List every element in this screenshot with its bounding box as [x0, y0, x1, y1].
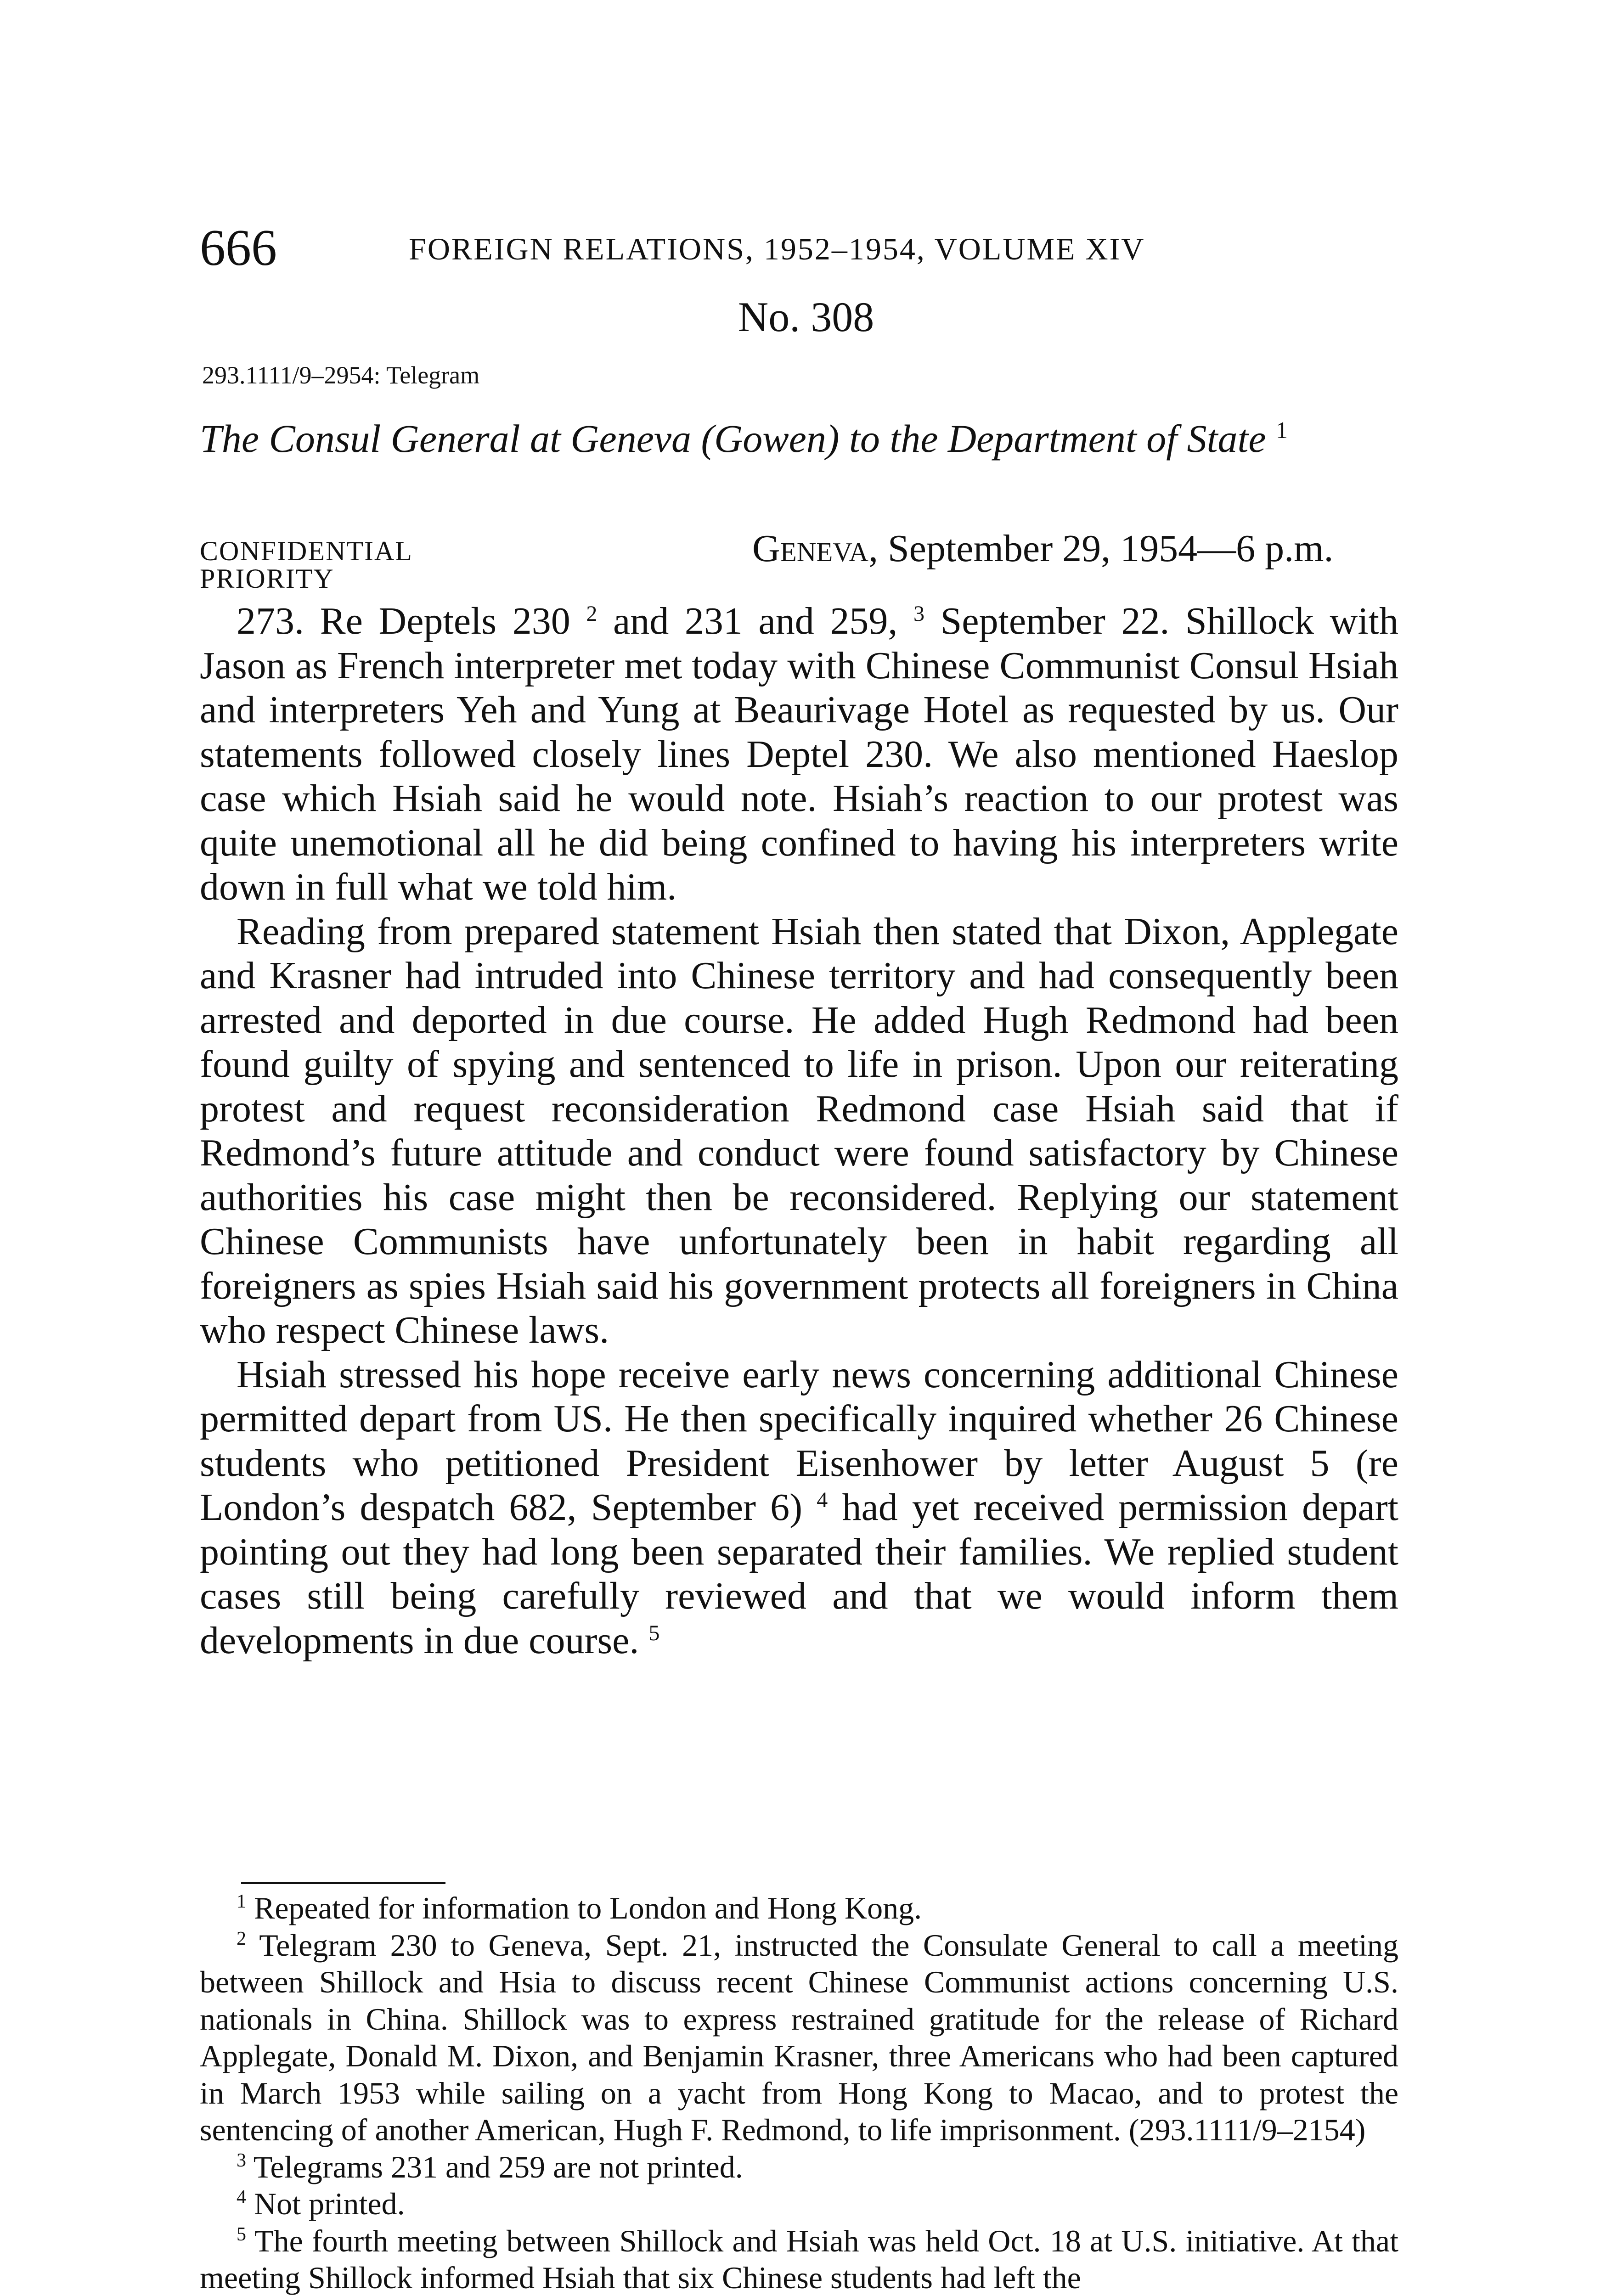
paragraph-text: Hsiah stressed his hope receive early news concerning additional Chinese permitted depart from US. He then specifically inquired whether 26 Chinese students who petitioned President Eisenhower by letter August 5 (re London’s despatch 682, September 6) [200, 1353, 1398, 1529]
dateline-date: , September 29, 1954—6 p.m. [868, 527, 1334, 570]
footnote [200, 2185, 1398, 2223]
priority: PRIORITY [200, 563, 334, 594]
footnote-mark: 3 [237, 2150, 246, 2171]
footnote [200, 2223, 1398, 2296]
footnotes [200, 1890, 1398, 2296]
document-title-text: The Consul General at Geneva (Gowen) to the Department of State [200, 416, 1266, 461]
paragraph-text: had yet received permission depart pointing out they had long been separated their families. We replied student cases still being carefully reviewed and that we would inform them developments in due course. [200, 1486, 1398, 1662]
paragraph [200, 1353, 1398, 1663]
running-head [200, 216, 1394, 280]
footnote-mark: 1 [237, 1891, 246, 1912]
footnote-text: Telegram 230 to Geneva, Sept. 21, instructed the Consulate General to call a meeting between Shillock and Hsia to discuss recent Chinese Communist actions concerning U.S. nationals in China. Shillock was to express restrained gratitude for the release of Richard Applegate, Donald M. Dixon, and Benjamin Krasner, three Americans who had been captured in March 1953 while sailing on a yacht from Hong Kong to Macao, and to protest the sentencing of another American, Hugh F. Redmond, to life imprisonment. (293.1111/9–2154) [200, 1927, 1398, 2147]
footnote-text: Telegrams 231 and 259 are not printed. [246, 2149, 743, 2184]
document-number: No. 308 [738, 293, 874, 340]
source-note: 293.1111/9–2954: Telegram [202, 361, 480, 389]
footnote [200, 1927, 1398, 2149]
footnote-text: The fourth meeting between Shillock and Hsiah was held Oct. 18 at U.S. initiative. At that meeting Shillock informed Hsiah that six Chinese students had left the [200, 2223, 1398, 2295]
paragraph-text: September 22. Shillock with Jason as French interpreter met today with Chinese Communist Consul Hsiah and interpreters Yeh and Yung at Beaurivage Hotel as requested by us. Our statements followed closely lines Deptel 230. We also mentioned Haeslop case which Hsiah said he would note. Hsiah’s reaction to our protest was quite unemotional all he did being confined to having his interpreters write down in full what we told him. [200, 600, 1398, 908]
paragraph [200, 599, 1398, 910]
footnote [200, 2149, 1398, 2186]
footnote-ref[interactable]: 1 [1276, 417, 1288, 444]
running-title: FOREIGN RELATIONS, 1952–1954, VOLUME XIV [409, 231, 1145, 266]
telegram-body [200, 599, 1398, 1663]
footnote-ref[interactable]: 5 [648, 1621, 660, 1645]
document-title [200, 411, 1412, 466]
footnote-ref[interactable]: 3 [913, 602, 924, 626]
footnote-divider [241, 1882, 445, 1884]
footnote-ref[interactable]: 4 [817, 1488, 828, 1512]
footnote [200, 1890, 1398, 1927]
paragraph-text: 273. Re Deptels 230 [237, 600, 586, 642]
footnote-text: Not printed. [246, 2186, 405, 2221]
dateline-place: Geneva [752, 527, 868, 570]
footnote-mark: 4 [237, 2187, 246, 2208]
paragraph-text: and 231 and 259, [597, 600, 913, 642]
footnote-text: Repeated for information to London and Hong Kong. [246, 1891, 922, 1925]
footnote-mark: 5 [237, 2223, 246, 2245]
classification: CONFIDENTIAL [200, 536, 413, 566]
footnote-mark: 2 [237, 1928, 246, 1949]
page-number: 666 [200, 219, 277, 276]
dateline [752, 523, 1334, 574]
paragraph: Reading from prepared statement Hsiah then stated that Dixon, Applegate and Krasner had intruded into Chinese territory and had consequently been arrested and deported in due course. He added Hugh Redmond had been found guilty of spying and sentenced to life in prison. Upon our reiterating protest and request reconsideration Redmond case Hsiah said that if Redmond’s future attitude and conduct were found satisfactory by Chinese authorities his case might then be reconsidered. Replying our statement Chinese Communists have unfortunately been in habit regarding all foreigners as spies Hsiah said his government protects all foreigners in China who respect Chinese laws. [200, 910, 1398, 1351]
footnote-ref[interactable]: 2 [586, 602, 597, 626]
